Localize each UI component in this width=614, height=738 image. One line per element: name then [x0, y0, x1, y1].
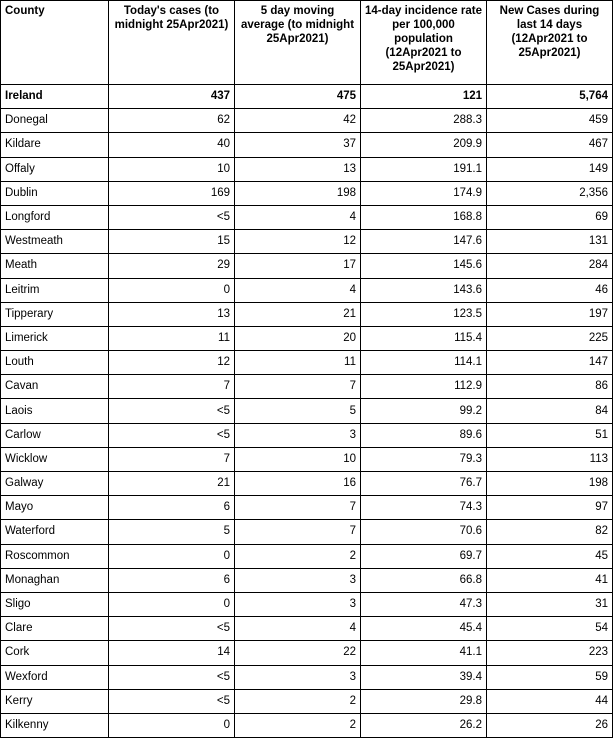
- todays-cases-cell: 7: [109, 447, 235, 471]
- county-cell: Ireland: [1, 85, 109, 109]
- todays-cases-cell: <5: [109, 689, 235, 713]
- todays-cases-cell: 7: [109, 375, 235, 399]
- county-cell: Longford: [1, 205, 109, 229]
- new-cases-cell: 225: [487, 326, 613, 350]
- table-row: [1, 665, 613, 689]
- table-row: [1, 520, 613, 544]
- new-cases-cell: 31: [487, 592, 613, 616]
- new-cases-cell: 223: [487, 641, 613, 665]
- moving-average-cell: 198: [235, 181, 361, 205]
- todays-cases-cell: <5: [109, 665, 235, 689]
- moving-average-cell: 11: [235, 351, 361, 375]
- incidence-rate-cell: 79.3: [361, 447, 487, 471]
- table-row: [1, 689, 613, 713]
- moving-average-cell: 7: [235, 375, 361, 399]
- county-cell: Wexford: [1, 665, 109, 689]
- todays-cases-cell: 13: [109, 302, 235, 326]
- table-row: [1, 351, 613, 375]
- incidence-rate-cell: 147.6: [361, 230, 487, 254]
- new-cases-cell: 97: [487, 496, 613, 520]
- incidence-rate-cell: 209.9: [361, 133, 487, 157]
- incidence-rate-cell: 121: [361, 85, 487, 109]
- todays-cases-cell: 0: [109, 713, 235, 737]
- table-row: [1, 326, 613, 350]
- county-cell: Limerick: [1, 326, 109, 350]
- moving-average-cell: 37: [235, 133, 361, 157]
- county-cell: Louth: [1, 351, 109, 375]
- new-cases-cell: 467: [487, 133, 613, 157]
- moving-average-cell: 4: [235, 278, 361, 302]
- moving-average-cell: 3: [235, 665, 361, 689]
- county-cell: Kildare: [1, 133, 109, 157]
- new-cases-cell: 51: [487, 423, 613, 447]
- header-row: [1, 1, 613, 85]
- new-cases-cell: 149: [487, 157, 613, 181]
- moving-average-cell: 5: [235, 399, 361, 423]
- county-cell: Cavan: [1, 375, 109, 399]
- incidence-rate-cell: 66.8: [361, 568, 487, 592]
- todays-cases-cell: 62: [109, 109, 235, 133]
- incidence-rate-cell: 39.4: [361, 665, 487, 689]
- table-row: [1, 157, 613, 181]
- moving-average-cell: 3: [235, 592, 361, 616]
- county-cell: Meath: [1, 254, 109, 278]
- county-cell: Galway: [1, 472, 109, 496]
- header-5-day-average: 5 day moving average (to midnight 25Apr2021): [235, 1, 361, 85]
- incidence-rate-cell: 70.6: [361, 520, 487, 544]
- new-cases-cell: 26: [487, 713, 613, 737]
- incidence-rate-cell: 114.1: [361, 351, 487, 375]
- incidence-rate-cell: 123.5: [361, 302, 487, 326]
- incidence-rate-cell: 145.6: [361, 254, 487, 278]
- incidence-rate-cell: 47.3: [361, 592, 487, 616]
- table-row: [1, 399, 613, 423]
- incidence-rate-cell: 26.2: [361, 713, 487, 737]
- new-cases-cell: 41: [487, 568, 613, 592]
- table-row: [1, 109, 613, 133]
- moving-average-cell: 475: [235, 85, 361, 109]
- incidence-rate-cell: 45.4: [361, 617, 487, 641]
- incidence-rate-cell: 89.6: [361, 423, 487, 447]
- todays-cases-cell: 11: [109, 326, 235, 350]
- todays-cases-cell: <5: [109, 423, 235, 447]
- moving-average-cell: 2: [235, 689, 361, 713]
- incidence-rate-cell: 168.8: [361, 205, 487, 229]
- table-row: [1, 592, 613, 616]
- new-cases-cell: 5,764: [487, 85, 613, 109]
- todays-cases-cell: 15: [109, 230, 235, 254]
- table-row: [1, 254, 613, 278]
- moving-average-cell: 13: [235, 157, 361, 181]
- county-cell: Cork: [1, 641, 109, 665]
- table-row: [1, 375, 613, 399]
- incidence-rate-cell: 191.1: [361, 157, 487, 181]
- todays-cases-cell: 0: [109, 544, 235, 568]
- incidence-rate-cell: 69.7: [361, 544, 487, 568]
- new-cases-cell: 113: [487, 447, 613, 471]
- county-cell: Clare: [1, 617, 109, 641]
- total-row: [1, 85, 613, 109]
- moving-average-cell: 2: [235, 544, 361, 568]
- county-cell: Donegal: [1, 109, 109, 133]
- incidence-rate-cell: 112.9: [361, 375, 487, 399]
- table-row: [1, 568, 613, 592]
- table-row: [1, 133, 613, 157]
- table-header: [1, 1, 613, 85]
- new-cases-cell: 84: [487, 399, 613, 423]
- todays-cases-cell: <5: [109, 399, 235, 423]
- new-cases-cell: 197: [487, 302, 613, 326]
- todays-cases-cell: 10: [109, 157, 235, 181]
- moving-average-cell: 7: [235, 520, 361, 544]
- new-cases-cell: 198: [487, 472, 613, 496]
- county-cell: Dublin: [1, 181, 109, 205]
- todays-cases-cell: <5: [109, 617, 235, 641]
- new-cases-cell: 45: [487, 544, 613, 568]
- new-cases-cell: 54: [487, 617, 613, 641]
- moving-average-cell: 12: [235, 230, 361, 254]
- todays-cases-cell: 12: [109, 351, 235, 375]
- county-cell: Wicklow: [1, 447, 109, 471]
- new-cases-cell: 59: [487, 665, 613, 689]
- county-cell: Carlow: [1, 423, 109, 447]
- county-cell: Mayo: [1, 496, 109, 520]
- table-row: [1, 278, 613, 302]
- todays-cases-cell: 437: [109, 85, 235, 109]
- table-row: [1, 713, 613, 737]
- header-county: County: [1, 1, 109, 85]
- new-cases-cell: 44: [487, 689, 613, 713]
- incidence-rate-cell: 74.3: [361, 496, 487, 520]
- table-row: [1, 302, 613, 326]
- moving-average-cell: 17: [235, 254, 361, 278]
- county-cell: Offaly: [1, 157, 109, 181]
- todays-cases-cell: 21: [109, 472, 235, 496]
- incidence-rate-cell: 76.7: [361, 472, 487, 496]
- county-cell: Roscommon: [1, 544, 109, 568]
- table-row: [1, 544, 613, 568]
- todays-cases-cell: 0: [109, 278, 235, 302]
- county-cell: Laois: [1, 399, 109, 423]
- moving-average-cell: 3: [235, 568, 361, 592]
- incidence-rate-cell: 143.6: [361, 278, 487, 302]
- todays-cases-cell: 6: [109, 496, 235, 520]
- table-row: [1, 181, 613, 205]
- table-body: [1, 85, 613, 738]
- county-cell: Westmeath: [1, 230, 109, 254]
- county-cell: Sligo: [1, 592, 109, 616]
- county-cell: Kilkenny: [1, 713, 109, 737]
- incidence-rate-cell: 29.8: [361, 689, 487, 713]
- incidence-rate-cell: 41.1: [361, 641, 487, 665]
- header-new-cases-14-days: New Cases during last 14 days (12Apr2021 to 25Apr2021): [487, 1, 613, 85]
- moving-average-cell: 10: [235, 447, 361, 471]
- header-14-day-incidence: 14-day incidence rate per 100,000 population (12Apr2021 to 25Apr2021): [361, 1, 487, 85]
- table-row: [1, 230, 613, 254]
- new-cases-cell: 2,356: [487, 181, 613, 205]
- county-cell: Tipperary: [1, 302, 109, 326]
- table-row: [1, 617, 613, 641]
- moving-average-cell: 4: [235, 617, 361, 641]
- header-todays-cases: Today's cases (to midnight 25Apr2021): [109, 1, 235, 85]
- table-row: [1, 447, 613, 471]
- todays-cases-cell: 14: [109, 641, 235, 665]
- new-cases-cell: 86: [487, 375, 613, 399]
- table-row: [1, 641, 613, 665]
- todays-cases-cell: 169: [109, 181, 235, 205]
- new-cases-cell: 69: [487, 205, 613, 229]
- county-cell: Kerry: [1, 689, 109, 713]
- incidence-rate-cell: 174.9: [361, 181, 487, 205]
- new-cases-cell: 284: [487, 254, 613, 278]
- moving-average-cell: 4: [235, 205, 361, 229]
- moving-average-cell: 42: [235, 109, 361, 133]
- county-cell: Leitrim: [1, 278, 109, 302]
- todays-cases-cell: 40: [109, 133, 235, 157]
- moving-average-cell: 21: [235, 302, 361, 326]
- todays-cases-cell: 6: [109, 568, 235, 592]
- table-row: [1, 205, 613, 229]
- moving-average-cell: 16: [235, 472, 361, 496]
- new-cases-cell: 131: [487, 230, 613, 254]
- new-cases-cell: 459: [487, 109, 613, 133]
- todays-cases-cell: 0: [109, 592, 235, 616]
- new-cases-cell: 46: [487, 278, 613, 302]
- todays-cases-cell: 29: [109, 254, 235, 278]
- todays-cases-cell: 5: [109, 520, 235, 544]
- incidence-rate-cell: 288.3: [361, 109, 487, 133]
- new-cases-cell: 147: [487, 351, 613, 375]
- moving-average-cell: 22: [235, 641, 361, 665]
- county-cell: Waterford: [1, 520, 109, 544]
- moving-average-cell: 3: [235, 423, 361, 447]
- table-row: [1, 496, 613, 520]
- new-cases-cell: 82: [487, 520, 613, 544]
- county-cell: Monaghan: [1, 568, 109, 592]
- table-row: [1, 472, 613, 496]
- moving-average-cell: 2: [235, 713, 361, 737]
- incidence-rate-cell: 99.2: [361, 399, 487, 423]
- table-row: [1, 423, 613, 447]
- moving-average-cell: 7: [235, 496, 361, 520]
- incidence-rate-cell: 115.4: [361, 326, 487, 350]
- todays-cases-cell: <5: [109, 205, 235, 229]
- moving-average-cell: 20: [235, 326, 361, 350]
